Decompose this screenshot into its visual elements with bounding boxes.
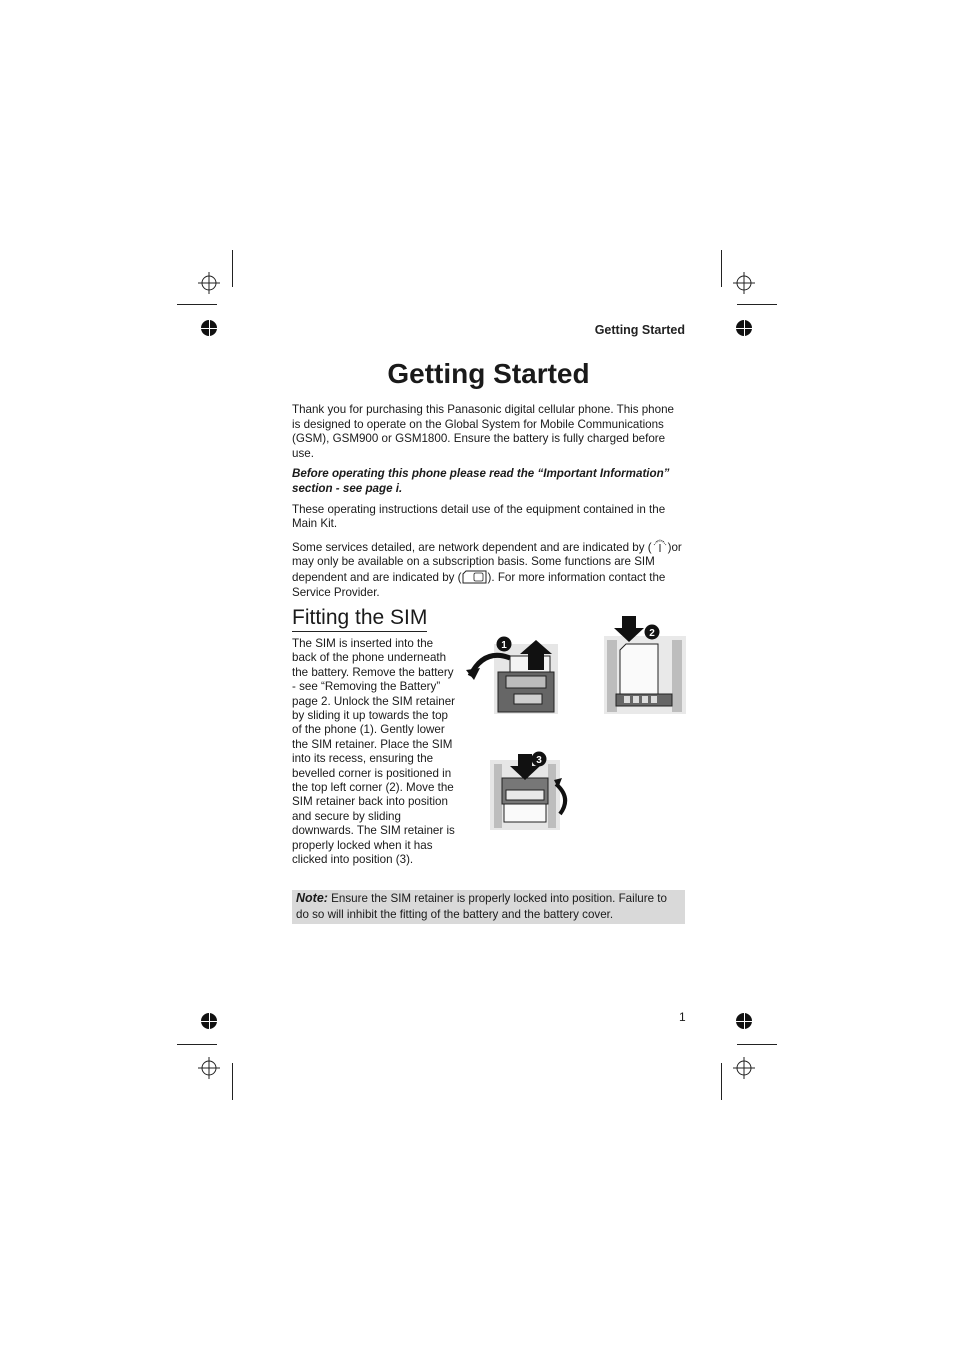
sim-figure-2: [602, 614, 688, 714]
page-number: 1: [679, 1010, 686, 1024]
crop-mark-top-left-horizontal: [177, 304, 217, 305]
registration-mark-icon: [198, 272, 220, 294]
registration-dot-icon: [736, 320, 752, 336]
svg-text:3: 3: [536, 755, 542, 766]
page-title: Getting Started: [387, 358, 590, 389]
crop-mark-bottom-left-horizontal: [177, 1044, 217, 1045]
crop-mark-bottom-right-vertical: [721, 1063, 722, 1100]
crop-mark-bottom-right-horizontal: [737, 1044, 777, 1045]
services-paragraph: Some services detailed, are network dependent and are indicated by ( )or may only be available on a subscription basis. Some functions are SIM dependent and are indicated by ( ). For more information contact the Service Provider.: [292, 538, 685, 600]
registration-dot-icon: [736, 1013, 752, 1029]
step-badge-1: [497, 637, 512, 652]
intro-content: [292, 403, 685, 606]
registration-dot-icon: [201, 1013, 217, 1029]
network-service-icon: [652, 538, 668, 554]
step-badge-2: [645, 625, 660, 640]
crop-mark-top-right-horizontal: [737, 304, 777, 305]
important-warning: Before operating this phone please read the “Important Information” section - see page i.: [292, 467, 670, 495]
sim-card-icon: [462, 570, 488, 584]
crop-mark-bottom-left-vertical: [232, 1063, 233, 1100]
sim-figure-1: [466, 634, 562, 714]
crop-mark-top-left-vertical: [232, 250, 233, 287]
sim-figure-3: [488, 750, 574, 832]
svg-text:2: 2: [649, 628, 655, 639]
registration-mark-icon: [733, 272, 755, 294]
registration-dot-icon: [201, 320, 217, 336]
sim-instructions: The SIM is inserted into the back of the phone underneath the battery. Remove the battery - see “Removing the Battery” page 2. Unlock the SIM retainer by sliding it up towards the top of the phone (1). Gently lower the SIM retainer. Place the SIM into its recess, ensuring the bevelled corner is positioned in the top left corner (2). Move the SIM retainer back into position and secure by sliding downwards. The SIM retainer is properly locked when it has clicked into position (3).: [292, 637, 456, 867]
note-text: Ensure the SIM retainer is properly locked into position. Failure to do so will inhibit the fitting of the battery and the battery cover.: [296, 892, 667, 921]
svg-text:1: 1: [501, 640, 507, 651]
section-title: Fitting the SIM: [292, 606, 427, 632]
crop-mark-top-right-vertical: [721, 250, 722, 287]
step-badge-3: [532, 752, 547, 767]
instructions-paragraph: These operating instructions detail use of the equipment contained in the Main Kit.: [292, 502, 666, 531]
registration-mark-icon: [198, 1057, 220, 1079]
note-box: [292, 890, 685, 924]
running-head: Getting Started: [594, 323, 685, 337]
note-label: Note:: [296, 891, 328, 905]
registration-mark-icon: [733, 1057, 755, 1079]
intro-paragraph: Thank you for purchasing this Panasonic digital cellular phone. This phone is designed to operate on the Global System for Mobile Communications (GSM), GSM900 or GSM1800. Ensure the battery is fully charged before use.: [292, 403, 674, 460]
